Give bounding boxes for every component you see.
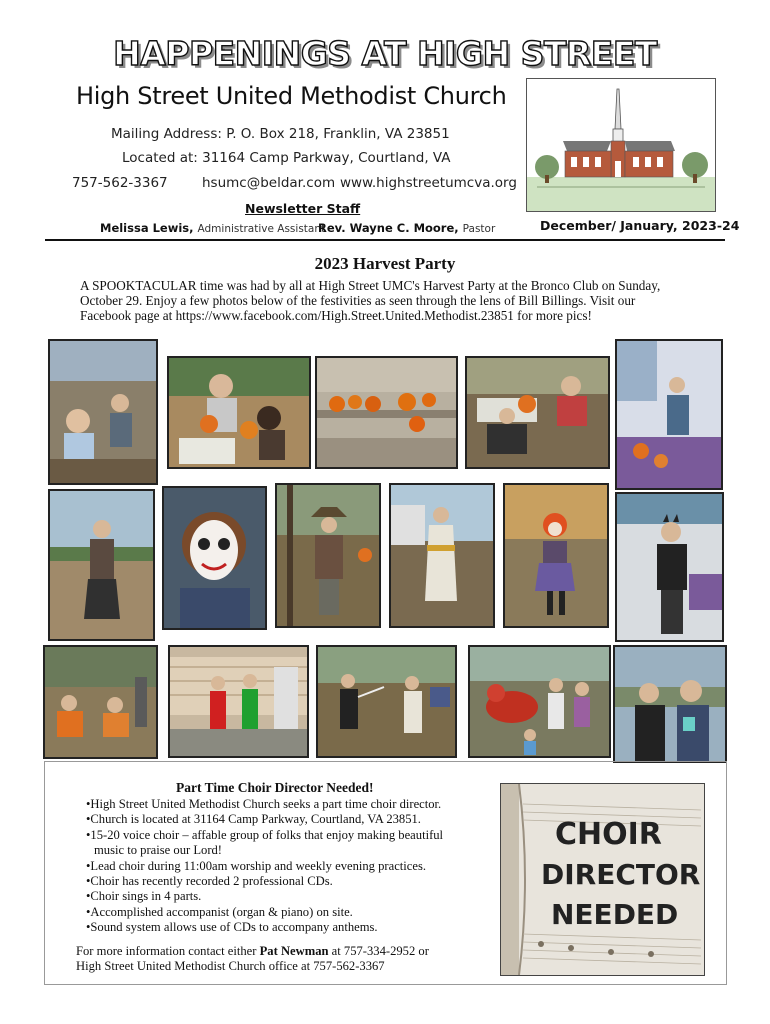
- newsletter-staff-header: Newsletter Staff: [245, 201, 361, 216]
- image-word-choir: CHOIR: [555, 817, 662, 852]
- list-item: •Choir has recently recorded 2 professional CDs.: [86, 874, 333, 889]
- image-word-needed: NEEDED: [551, 898, 679, 931]
- list-item: •Church is located at 31164 Camp Parkway, Courtland, VA 23851.: [86, 812, 421, 827]
- email-address[interactable]: hsumc@beldar.com: [202, 175, 336, 191]
- staff-member-lewis: [100, 221, 325, 235]
- image-word-director: DIRECTOR: [541, 858, 701, 891]
- mailing-address: Mailing Address: P. O. Box 218, Franklin, VA 23851: [111, 126, 450, 142]
- photo-pumpkins-on-porch: [315, 356, 458, 469]
- choir-details-list: [86, 797, 496, 936]
- church-name: High Street United Methodist Church: [76, 82, 507, 110]
- photo-group-picnic: [48, 339, 158, 485]
- staff-role: Pastor: [462, 223, 496, 235]
- harvest-party-heading: 2023 Harvest Party: [314, 254, 456, 273]
- sheet-music-graphic: [501, 784, 704, 975]
- contact-prefix: For more information contact either: [76, 944, 260, 958]
- photo-clown-face: [162, 486, 267, 630]
- contact-name: Pat Newman: [259, 944, 329, 958]
- staff-member-moore: [318, 221, 495, 235]
- phone-number: 757-562-3367: [72, 175, 168, 191]
- list-item: •Sound system allows use of CDs to accompany anthems.: [86, 920, 378, 935]
- choir-director-needed-image: [500, 783, 705, 976]
- physical-address: Located at: 31164 Camp Parkway, Courtland, VA: [122, 150, 451, 166]
- photo-two-women: [613, 645, 727, 763]
- church-drawing: [527, 79, 715, 211]
- harvest-party-text: A SPOOKTACULAR time was had by all at High Street UMC's Harvest Party at the Bronco Club on Sunday, October 29. Enjoy a few photos below of the festivities as seen through the lens of Bill Billings. Visit our Facebook page at https://www.facebook.com/High.Street.United.Methodist.23851 for more pics!: [80, 278, 661, 323]
- list-item: music to praise our Lord!: [94, 843, 223, 858]
- church-illustration: [526, 78, 716, 212]
- photo-indoor-treats: [615, 339, 723, 490]
- choir-contact-info: [76, 944, 496, 975]
- staff-name: Melissa Lewis,: [100, 221, 194, 235]
- photo-cat-costume: [615, 492, 724, 642]
- contact-phone: at 757-334-2952 or: [328, 944, 429, 958]
- photo-pumpkin-carving: [167, 356, 311, 469]
- list-item: •Choir sings in 4 parts.: [86, 889, 202, 904]
- photo-costume-lady: [48, 489, 155, 641]
- newsletter-title: HAPPENINGS AT HIGH STREET: [113, 34, 657, 73]
- website-link[interactable]: www.highstreetumcva.org: [340, 175, 517, 191]
- issue-date: December/ January, 2023-24: [540, 218, 740, 233]
- list-item: •Lead choir during 11:00am worship and weekly evening practices.: [86, 858, 427, 873]
- photo-sword-costumes: [316, 645, 457, 758]
- photo-kids-carving-pumpkins: [465, 356, 610, 469]
- photo-rag-doll-costume: [503, 483, 609, 628]
- staff-role: Administrative Assistant: [197, 223, 326, 235]
- photo-mario-luigi-costumes: [168, 645, 309, 758]
- list-item: •Accomplished accompanist (organ & piano) on site.: [86, 904, 353, 919]
- contact-office: High Street United Methodist Church office at 757-562-3367: [76, 959, 385, 974]
- list-item: •High Street United Methodist Church seeks a part time choir director.: [86, 797, 442, 811]
- header-divider: [45, 239, 725, 241]
- staff-name: Rev. Wayne C. Moore,: [318, 221, 459, 235]
- list-item: •15-20 voice choir – affable group of folks that enjoy making beautiful: [86, 827, 444, 842]
- photo-toga-costume: [389, 483, 495, 628]
- photo-dinosaur-costume: [468, 645, 611, 758]
- choir-director-heading: Part Time Choir Director Needed!: [176, 780, 374, 795]
- photo-kids-on-grass: [43, 645, 158, 759]
- photo-scarecrow: [275, 483, 381, 628]
